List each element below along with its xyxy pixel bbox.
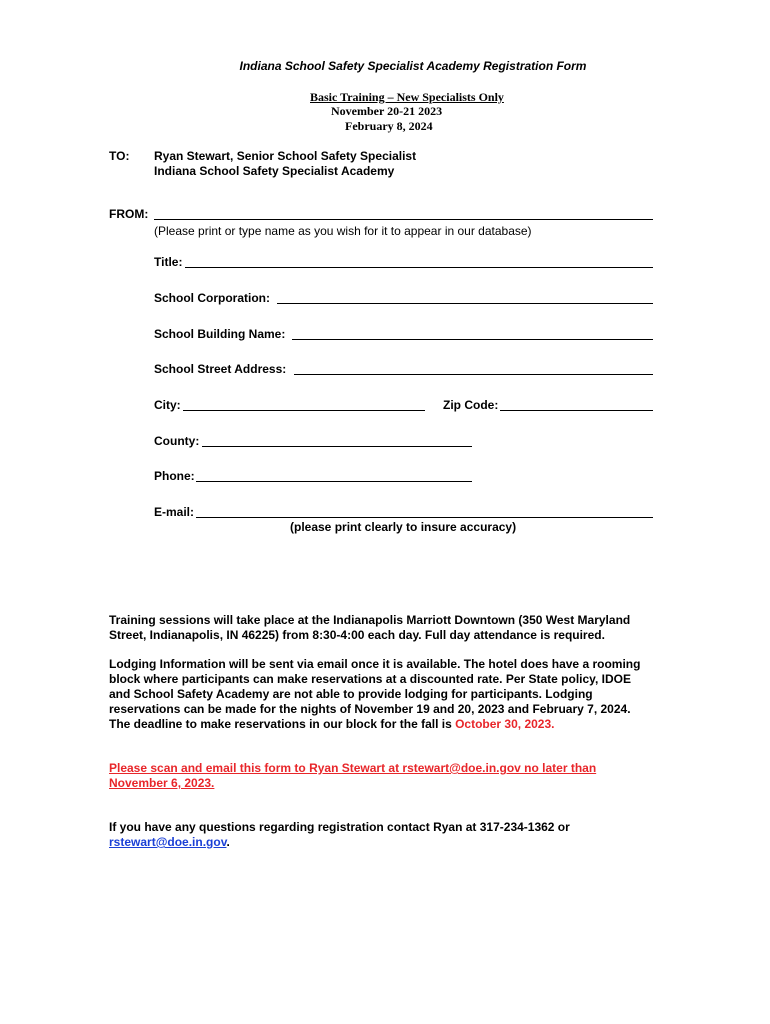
county-label: County: xyxy=(154,434,200,448)
school-building-name-label: School Building Name: xyxy=(154,327,286,341)
to-label: TO: xyxy=(109,149,130,163)
training-info-paragraph xyxy=(109,613,689,643)
email-note: (please print clearly to insure accuracy) xyxy=(290,520,517,534)
submission-line-2: November 6, 2023. xyxy=(109,776,215,790)
lodging-deadline-date: October 30, 2023. xyxy=(455,717,555,731)
school-street-address-label: School Street Address: xyxy=(154,362,287,376)
lodging-info-paragraph xyxy=(109,657,689,732)
to-recipient-org: Indiana School Safety Specialist Academy xyxy=(154,164,395,178)
zip-code-label: Zip Code: xyxy=(443,398,499,412)
email-label: E-mail: xyxy=(154,505,195,519)
submission-instructions xyxy=(109,761,689,791)
from-hint: (Please print or type name as you wish for it to appear in our database) xyxy=(154,224,532,238)
to-recipient-name: Ryan Stewart, Senior School Safety Specialist xyxy=(154,149,417,163)
training-date-2: February 8, 2024 xyxy=(345,119,433,133)
phone-field[interactable] xyxy=(196,481,472,482)
school-building-name-field[interactable] xyxy=(292,339,653,340)
city-label: City: xyxy=(154,398,181,412)
lodging-info-line-1: Lodging Information will be sent via email once it is available. The hotel does have a rooming xyxy=(109,657,641,671)
from-name-field[interactable] xyxy=(154,219,653,220)
questions-paragraph xyxy=(109,820,689,850)
lodging-info-line-5 xyxy=(109,717,689,732)
phone-label: Phone: xyxy=(154,469,195,483)
zip-code-field[interactable] xyxy=(500,410,653,411)
title-label: Title: xyxy=(154,255,183,269)
county-field[interactable] xyxy=(202,446,472,447)
email-field[interactable] xyxy=(196,517,653,518)
school-corporation-label: School Corporation: xyxy=(154,291,270,305)
training-info-line-2: Street, Indianapolis, IN 46225) from 8:30-4:00 each day. Full day attendance is required. xyxy=(109,628,605,642)
title-field[interactable] xyxy=(185,267,653,268)
city-field[interactable] xyxy=(183,410,425,411)
lodging-info-line-3: and School Safety Academy are not able to provide lodging for participants. Lodging xyxy=(109,687,593,701)
submission-line-1: Please scan and email this form to Ryan Stewart at rstewart@doe.in.gov no later than xyxy=(109,761,597,775)
school-corporation-field[interactable] xyxy=(277,303,653,304)
training-date-1: November 20-21 2023 xyxy=(331,104,443,118)
lodging-info-line-2: block where participants can make reservations at a discounted rate. Per State policy, IDOE xyxy=(109,672,631,686)
lodging-deadline-text: The deadline to make reservations in our block for the fall is xyxy=(109,717,456,731)
lodging-info-line-4: reservations can be made for the nights of November 19 and 20, 2023 and February 7, 2024. xyxy=(109,702,631,716)
training-type: Basic Training – New Specialists Only xyxy=(310,90,504,104)
questions-line-2 xyxy=(109,835,689,850)
school-street-address-field[interactable] xyxy=(294,374,653,375)
form-title: Indiana School Safety Specialist Academy Registration Form xyxy=(239,59,587,73)
questions-line-1: If you have any questions regarding registration contact Ryan at 317-234-1362 or xyxy=(109,820,570,834)
training-info-line-1: Training sessions will take place at the Indianapolis Marriott Downtown (350 West Maryland xyxy=(109,613,631,627)
from-label: FROM: xyxy=(109,207,149,221)
contact-email-link[interactable]: rstewart@doe.in.gov xyxy=(109,835,227,849)
questions-suffix: . xyxy=(226,835,230,849)
